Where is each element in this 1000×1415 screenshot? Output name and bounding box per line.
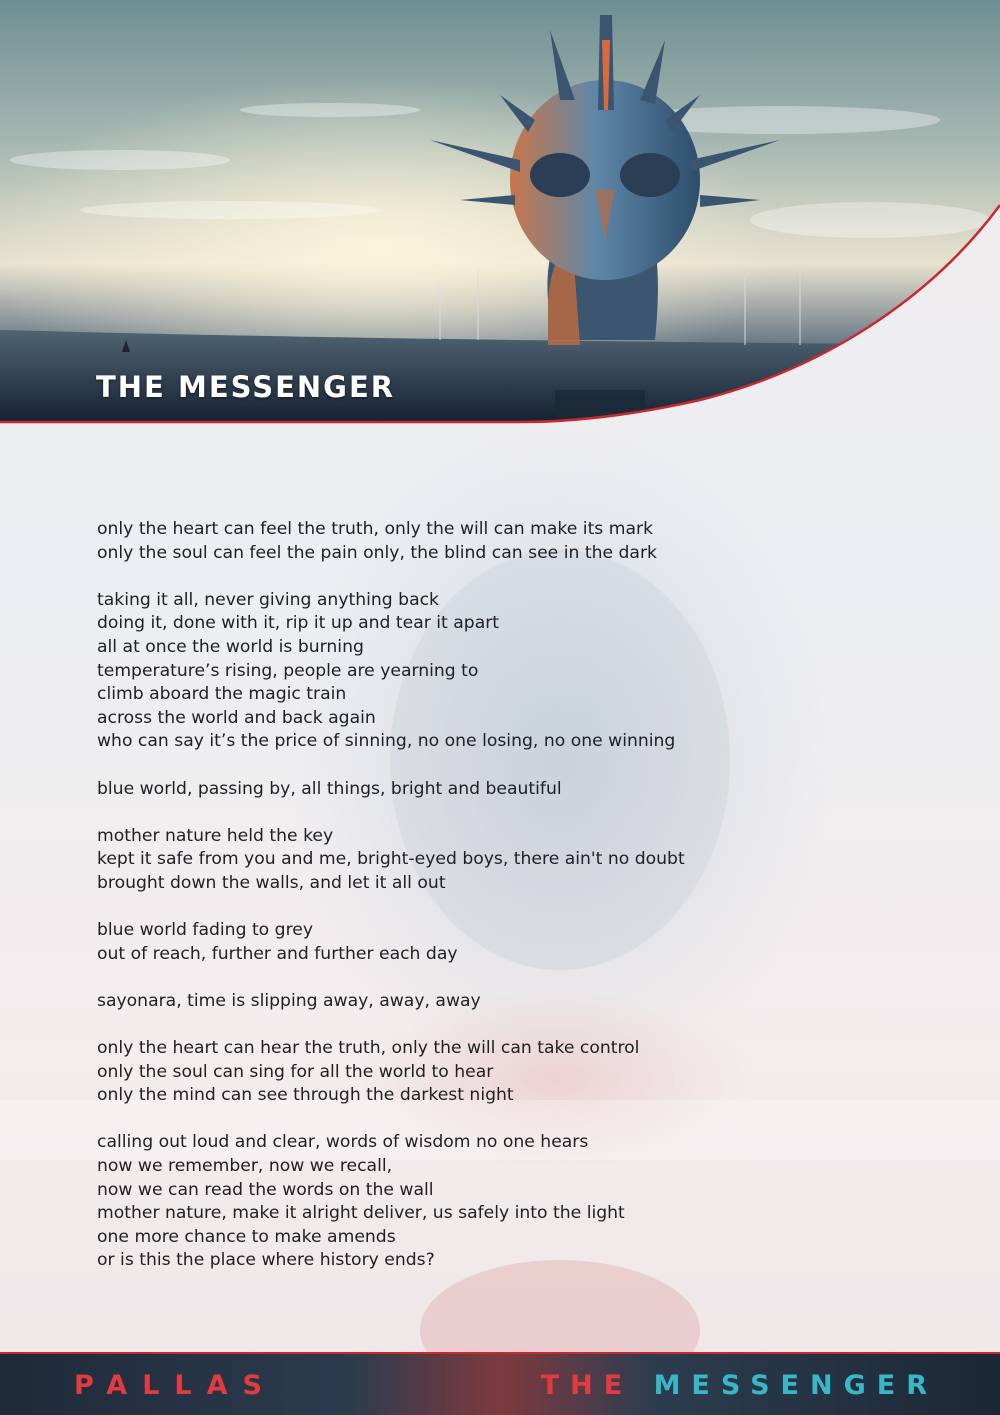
lyrics-line: brought down the walls, and let it all out <box>97 872 446 893</box>
lyrics-line: sayonara, time is slipping away, away, away <box>97 990 481 1011</box>
lyrics-line: blue world fading to grey <box>97 920 314 941</box>
lyrics-line: all at once the world is burning <box>97 636 364 657</box>
lyrics-line: only the heart can hear the truth, only the will can take control <box>97 1038 640 1059</box>
album-title-word2: MESSENGER <box>653 1370 938 1401</box>
album-title-word1: THE <box>540 1370 634 1401</box>
lyrics-line: now we can read the words on the wall <box>97 1179 434 1200</box>
header-artwork <box>0 0 1000 425</box>
lyrics-line: who can say it’s the price of sinning, no one losing, no one winning <box>97 731 676 752</box>
lyrics-stanza <box>97 589 737 754</box>
lyrics-line: blue world, passing by, all things, bright and beautiful <box>97 778 562 799</box>
lyrics-stanza <box>97 1037 737 1108</box>
lyrics-line: one more chance to make amends <box>97 1226 396 1247</box>
lyrics-body <box>97 518 737 1297</box>
lyrics-line: mother nature held the key <box>97 825 334 846</box>
lyrics-line: now we remember, now we recall, <box>97 1156 393 1177</box>
lyrics-line: only the soul can sing for all the world to hear <box>97 1061 494 1082</box>
lyrics-line: taking it all, never giving anything back <box>97 589 440 610</box>
lyrics-line: across the world and back again <box>97 707 376 728</box>
lyrics-line: out of reach, further and further each day <box>97 943 458 964</box>
lyrics-line: kept it safe from you and me, bright-eyed boys, there ain't no doubt <box>97 849 685 870</box>
lyrics-line: only the mind can see through the darkest night <box>97 1085 514 1106</box>
lyrics-stanza <box>97 518 737 565</box>
album-title <box>541 1370 938 1401</box>
lyrics-line: climb aboard the magic train <box>97 684 347 705</box>
lyrics-stanza <box>97 919 737 966</box>
lyrics-line: only the heart can feel the truth, only the will can make its mark <box>97 519 654 539</box>
lyrics-stanza <box>97 990 737 1014</box>
footer-bar <box>0 1352 1000 1415</box>
lyrics-line: or is this the place where history ends? <box>97 1250 435 1271</box>
lyrics-line: temperature’s rising, people are yearning to <box>97 660 479 681</box>
lyrics-stanza <box>97 1131 737 1273</box>
lyrics-line: calling out loud and clear, words of wisdom no one hears <box>97 1132 589 1153</box>
band-name: PALLAS <box>74 1370 277 1401</box>
lyrics-line: only the soul can feel the pain only, the blind can see in the dark <box>97 542 657 563</box>
page-title: THE MESSENGER <box>96 370 396 404</box>
lyrics-line: doing it, done with it, rip it up and tear it apart <box>97 613 500 634</box>
lyrics-line: mother nature, make it alright deliver, us safely into the light <box>97 1203 625 1224</box>
lyrics-stanza <box>97 825 737 896</box>
lyrics-stanza <box>97 778 737 802</box>
